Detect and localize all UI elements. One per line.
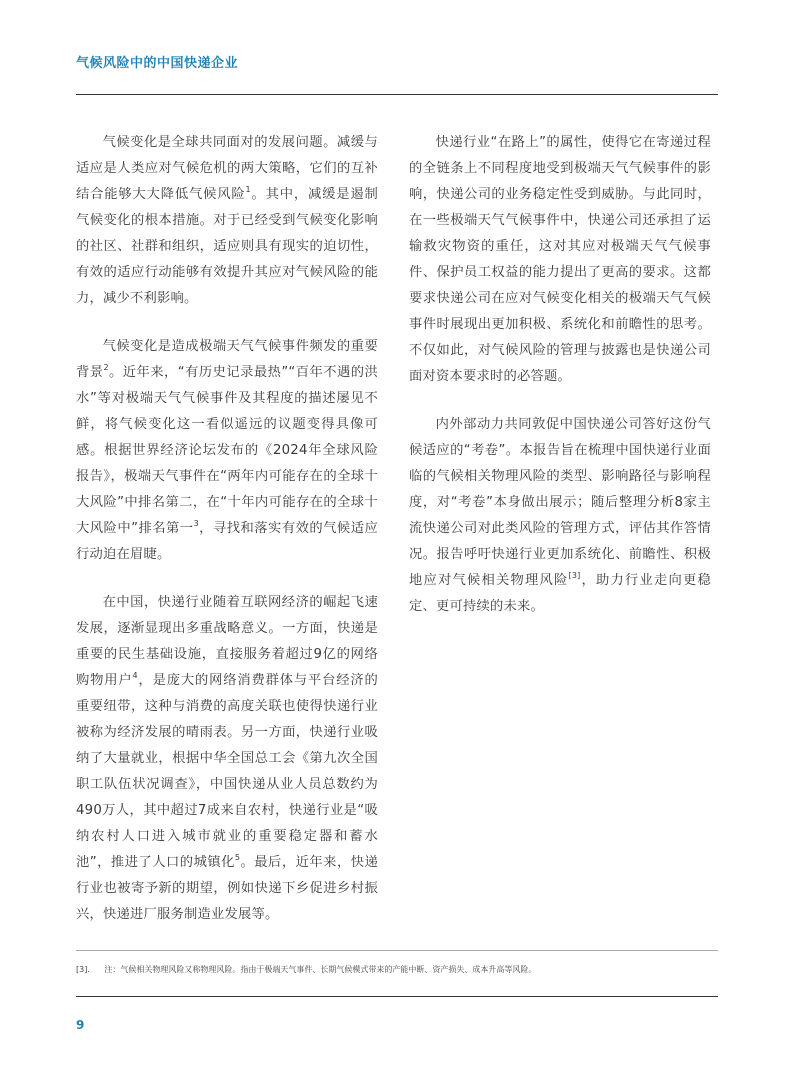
paragraph-text: 在中国，快递行业随着互联网经济的崛起飞速发展，逐渐显现出多重战略意义。一方面，快递是重要的民生基础设施，直接服务着超过9亿的网络购物用户 [76, 595, 378, 688]
paragraph-text: 气候变化是造成极端天气气候事件频发的重要背景 [76, 339, 378, 380]
left-column [76, 130, 378, 950]
paragraph-text: ，寻找和落实有效的气候适应行动迫在眉睫。 [76, 521, 378, 562]
footnote-marker: 1 [245, 185, 251, 194]
footnote-marker: 2 [103, 363, 109, 372]
footnote-rule [76, 950, 718, 951]
body-paragraph [76, 590, 378, 928]
paragraph-text: 快递行业“在路上”的属性，使得它在寄递过程的全链条上不同程度地受到极端天气气候事件的影响，快递公司的业务稳定性受到威胁。与此同时，在一些极端天气气候事件中，快递公司还承担了运输救灾物资的重任，这对其应对极端天气气候事件、保护员工权益的能力提出了更高的要求。这都要求快递公司在应对气候变化相关的极端天气气候事件时展现出更加积极、系统化和前瞻性的思考。不仅如此，对气候风险的管理与披露也是快递公司面对资本要求时的必答题。 [409, 135, 711, 384]
paragraph-text: 内外部动力共同敦促中国快递公司答好这份气候适应的“考卷”。本报告旨在梳理中国快递行业面临的气候相关物理风险的类型、影响路径与影响程度，对“考卷”本身做出展示；随后整理分析8家主流快递公司对此类风险的管理方式，评估其作答情况。报告呼吁快递行业更加系统化、前瞻性、积极地应对气候相关物理风险 [409, 417, 711, 588]
paragraph-text: ，助力行业走向更稳定、更可持续的未来。 [409, 573, 711, 614]
paragraph-text: ，是庞大的网络消费群体与平台经济的重要纽带，这种与消费的高度关联也使得快递行业被称为经济发展的晴雨表。另一方面，快递行业吸纳了大量就业，根据中华全国总工会《第九次全国职工队伍状况调查》，中国快递从业人员总数约为490万人，其中超过7成来自农村，快递行业是“吸纳农村人口进入城市就业的重要稳定器和蓄水池”，推进了人口的城镇化 [76, 673, 378, 870]
paragraph-text: 。其中，减缓是遏制气候变化的根本措施。对于已经受到气候变化影响的社区、社群和组织，适应则具有现实的迫切性，有效的适应行动能够有效提升其应对气候风险的能力，减少不利影响。 [76, 187, 378, 306]
paragraph-text: 。最后，近年来，快递行业也被寄予新的期望，例如快递下乡促进乡村振兴，快递进厂服务制造业发展等。 [76, 855, 378, 922]
footnote-marker: 4 [132, 671, 138, 680]
page-number: 9 [76, 1018, 85, 1032]
footnote-ref: [3]. [76, 965, 90, 974]
footer-rule [76, 996, 718, 997]
paragraph-text: 。近年来，“有历史记录最热”“百年不遇的洪水”等对极端天气气候事件及其程度的描述屡见不鲜，将气候变化这一看似遥远的议题变得具像可感。根据世界经济论坛发布的《2024年全球风险报告》，极端天气事件在“两年内可能存在的全球十大风险”中排名第二，在“十年内可能存在的全球十大风险中”排名第一 [76, 365, 378, 536]
footnote-marker: 5 [234, 853, 241, 862]
running-header-title: 气候风险中的中国快递企业 [76, 56, 239, 71]
header-rule [76, 94, 718, 95]
footnote-marker: 3 [193, 519, 199, 528]
body-paragraph [76, 130, 378, 312]
body-paragraph [409, 130, 711, 390]
right-column [409, 130, 711, 642]
footnote-text: 注：气候相关物理风险又称物理风险。指由于极端天气事件、长期气候模式带来的产能中断、资产损失、成本升高等风险。 [104, 965, 537, 974]
body-paragraph [409, 412, 711, 620]
body-paragraph [76, 334, 378, 568]
footnote-marker: [3] [568, 571, 581, 580]
footnote [76, 964, 718, 975]
paragraph-text: 气候变化是全球共同面对的发展问题。减缓与适应是人类应对气候危机的两大策略，它们的互补结合能够大大降低气候风险 [76, 135, 378, 202]
